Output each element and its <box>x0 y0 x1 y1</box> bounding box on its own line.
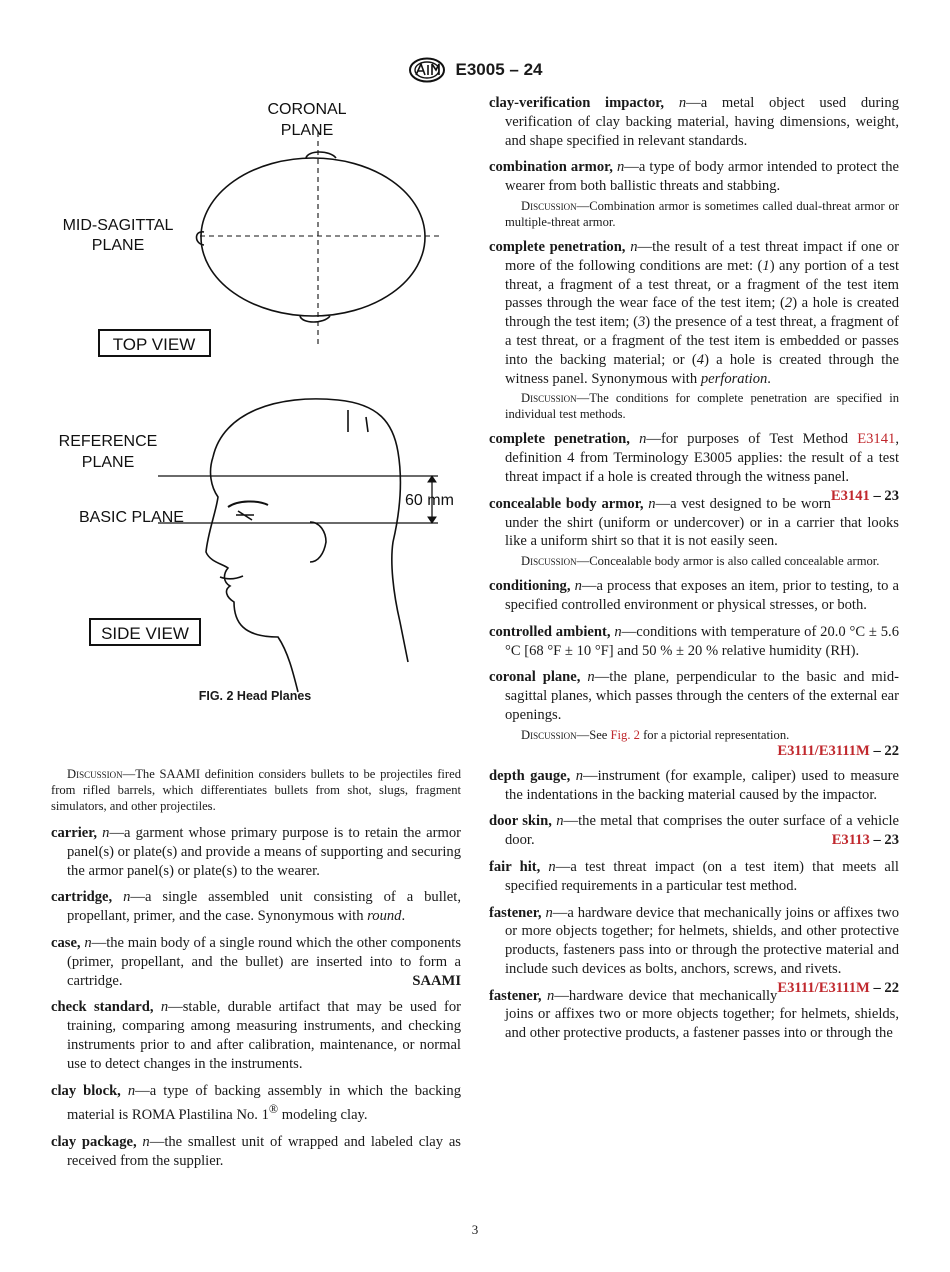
entry-cartridge: cartridge, n—a single assembled unit consisting of a bullet, propellant, primer, and the case. Synonymous with round. <box>51 889 461 925</box>
page-header <box>0 57 950 83</box>
reference-plane-label: PLANE <box>81 454 135 471</box>
figure-link[interactable]: Fig. 2 <box>610 727 640 742</box>
astm-logo-icon <box>408 57 446 83</box>
top-view-label: TOP VIEW <box>112 335 196 354</box>
entry-fastener: fastener, n—a hardware device that mechanically joins or affixes two or more objects together; for helmets, shields, and other protective products, fasteners pass into or through the protective material and include such devices as bolts, anchors, screws, and rivets. E3111/E3111M – 22 <box>489 904 899 996</box>
source-ref: E3113 – 23 <box>831 832 899 849</box>
entry-concealable-body-armor: concealable body armor, n—a vest designed to be worn under the shirt (uniform or undercover) or in a carrier that looks like a uniform shirt so that it is not easily seen. Discussion—Concealable body armor is also called concealable armor. <box>489 495 899 569</box>
head-planes-figure <box>48 92 468 702</box>
discussion: Discussion—See Fig. 2 for a pictorial representation. E3111/E3111M – 22 <box>521 727 899 759</box>
entry-clay-package: clay package, n—the smallest unit of wrapped and labeled clay as received from the supplier. <box>51 1134 461 1169</box>
source-link[interactable]: E3111/E3111M <box>777 979 870 996</box>
source-ref: SAAMI <box>412 972 461 989</box>
entry-complete-penetration-e3141: complete penetration, n—for purposes of Test Method E3141, definition 4 from Terminology E3005 applies: the result of a test threat impact if a hole is created through the witness panel. E3141 – 23 <box>489 431 899 504</box>
source-ref: E3111/E3111M – 22 <box>777 979 899 996</box>
left-column <box>51 766 461 1179</box>
entry-case: case, n—the main body of a single round which the other components (primer, propellant, and the bullet) are inserted into to form a cartridge. SAAMI <box>51 934 461 989</box>
entry-coronal-plane: coronal plane, n—the plane, perpendicular to the basic and mid-sagittal planes, which passes through the centers of the external ear openings. Discussion—See Fig. 2 for a pictorial representation. E3111/E3111M – 22 <box>489 669 899 759</box>
mid-sagittal-plane-label: PLANE <box>91 237 145 254</box>
coronal-label: CORONAL <box>267 101 347 118</box>
saami-discussion: Discussion—The SAAMI definition considers bullets to be projectiles fired from rifled barrels, which differentiates bullets from shot, slugs, fragment simulators, and other projectiles. <box>51 767 461 813</box>
top-view-diagram <box>99 132 443 356</box>
source-ref: E3141 – 23 <box>830 487 899 504</box>
discussion: Discussion—The conditions for complete penetration are specified in individual test methods. <box>505 391 899 422</box>
entry-fastener-alt: fastener, n—hardware device that mechanically joins or affixes two or more objects together; for helmets, shields, and other protective products, a fastener passes into or through the <box>489 987 899 1042</box>
entry-combination-armor: combination armor, n—a type of body armor intended to protect the wearer from both ballistic threats and stabbing. Discussion—Combination armor is sometimes called dual-threat armor or multiple-threat armor. <box>489 159 899 229</box>
reference-label: REFERENCE <box>58 433 158 450</box>
standard-link[interactable]: E3141 <box>857 431 896 448</box>
plane-lines <box>158 476 438 523</box>
source-link[interactable]: E3141 <box>830 487 870 504</box>
discussion: Discussion—Concealable body armor is also called concealable armor. <box>521 554 880 569</box>
entry-complete-penetration: complete penetration, n—the result of a test threat impact if one or more of the following conditions are met: (1) any portion of a test threat, a fragment of a test threat, or a fragment of the test item passes through the wear face of the test item; (2) a hole is created through the test item; (3) the presence of a test threat, a fragment of a test threat, or a fragment of the test item is embedded or passes into the backing material; or (4) a hole is created through the witness panel. Synonymous with perforation. Discussion—The conditions for complete penetration are specified in individual test methods. <box>489 238 899 422</box>
entry-door-skin: door skin, n—the metal that comprises the outer surface of a vehicle door. E3113 – 23 <box>489 813 900 849</box>
basic-plane-label: BASIC PLANE <box>79 509 184 526</box>
source-link[interactable]: E3111/E3111M <box>777 742 870 759</box>
coronal-plane-label: PLANE <box>280 122 334 139</box>
dimension-label: 60 mm <box>405 492 454 509</box>
source-link[interactable]: E3113 <box>831 832 870 849</box>
entry-fair-hit: fair hit, n—a test threat impact (on a test item) that meets all specified requirements in a particular test method. <box>489 858 899 894</box>
entry-controlled-ambient: controlled ambient, n—conditions with temperature of 20.0 °C ± 5.6 °C [68 °F ± 10 °F] and 50 % ± 20 % relative humidity (RH). <box>489 623 899 659</box>
side-view-label: SIDE VIEW <box>101 624 189 643</box>
source-ref: E3111/E3111M – 22 <box>777 742 899 759</box>
entry-clay-block: clay block, n—a type of backing assembly in which the backing material is ROMA Plastilina No. 1® modeling clay. <box>51 1082 462 1124</box>
entry-depth-gauge: depth gauge, n—instrument (for example, caliper) used to measure the indentations in the backing material caused by the impactor. <box>489 767 899 803</box>
entry-check-standard: check standard, n—stable, durable artifact that may be used for training, comparing among measuring instruments, and checking instruments prior to and after calibration, maintenance, or normal use to detect changes in the instruments. <box>51 999 461 1072</box>
discussion: Discussion—Combination armor is sometimes called dual-threat armor or multiple-threat armor. <box>505 198 899 229</box>
figure-caption: FIG. 2 Head Planes <box>198 689 312 703</box>
document-id: E3005 – 24 <box>455 60 543 79</box>
entry-conditioning: conditioning, n—a process that exposes an item, prior to testing, to a specified controlled environment or physical stresses, or both. <box>489 578 899 613</box>
entry-carrier: carrier, n—a garment whose primary purpose is to retain the armor panel(s) or plate(s) and provide a means of supporting and securing the armor panel(s) or plate(s) to the wearer. <box>51 825 461 879</box>
entry-clay-verification-impactor: clay-verification impactor, n—a metal object used during verification of clay backing material, having dimensions, weight, and shape specified in relevant standards. <box>489 95 899 149</box>
right-column <box>489 94 899 1051</box>
page-number: 3 <box>471 1222 479 1237</box>
mid-sagittal-label: MID-SAGITTAL <box>62 217 174 234</box>
